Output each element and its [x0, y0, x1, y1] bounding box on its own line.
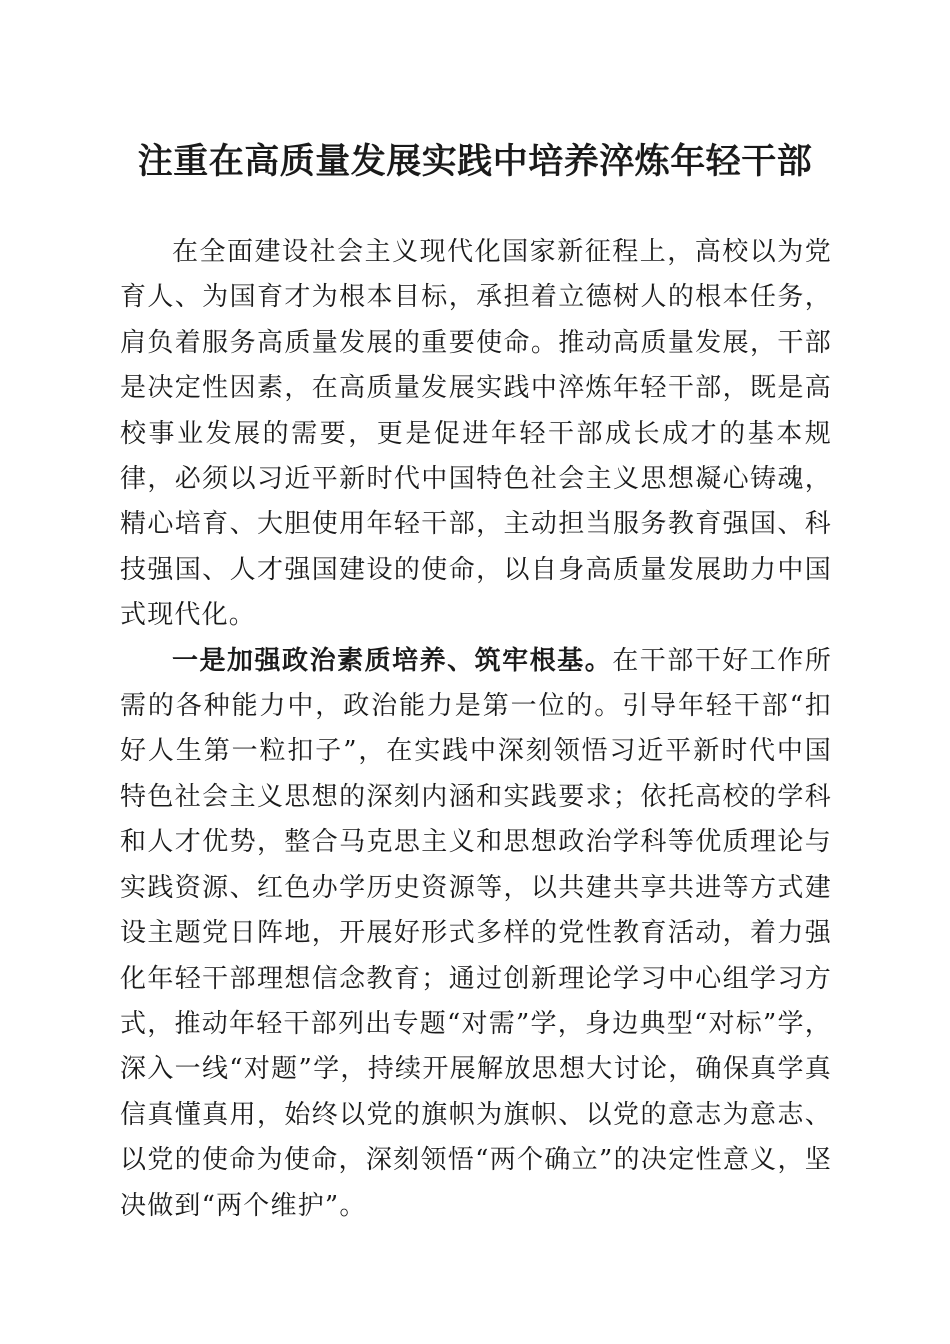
paragraph-lead-heading: 一是加强政治素质培养、筑牢根基。 — [172, 645, 613, 676]
document-body — [120, 230, 832, 1229]
paragraph-point-one — [120, 639, 832, 1229]
paragraph-intro — [120, 230, 832, 639]
document-title: 注重在高质量发展实践中培养淬炼年轻干部 — [137, 141, 813, 182]
paragraph-text: 在全面建设社会主义现代化国家新征程上，高校以为党育人、为国育才为根本目标，承担着立德树人的根本任务，肩负着服务高质量发展的重要使命。推动高质量发展，干部是决定性因素，在高质量发展实践中淬炼年轻干部，既是高校事业发展的需要，更是促进年轻干部成长成才的基本规律，必须以习近平新时代中国特色社会主义思想凝心铸魂，精心培育、大胆使用年轻干部，主动担当服务教育强国、科技强国、人才强国建设的使命，以自身高质量发展助力中国式现代化。 — [120, 237, 832, 631]
paragraph-text: 在干部干好工作所需的各种能力中，政治能力是第一位的。引导年轻干部“扣好人生第一粒扣子”，在实践中深刻领悟习近平新时代中国特色社会主义思想的深刻内涵和实践要求；依托高校的学科和人才优势，整合马克思主义和思想政治学科等优质理论与实践资源、红色办学历史资源等，以共建共享共进等方式建设主题党日阵地，开展好形式多样的党性教育活动，着力强化年轻干部理想信念教育；通过创新理论学习中心组学习方式，推动年轻干部列出专题“对需”学，身边典型“对标”学，深入一线“对题”学，持续开展解放思想大讨论，确保真学真信真懂真用，始终以党的旗帜为旗帜、以党的意志为意志、以党的使命为使命，深刻领悟“两个确立”的决定性意义，坚决做到“两个维护”。 — [120, 645, 832, 1221]
